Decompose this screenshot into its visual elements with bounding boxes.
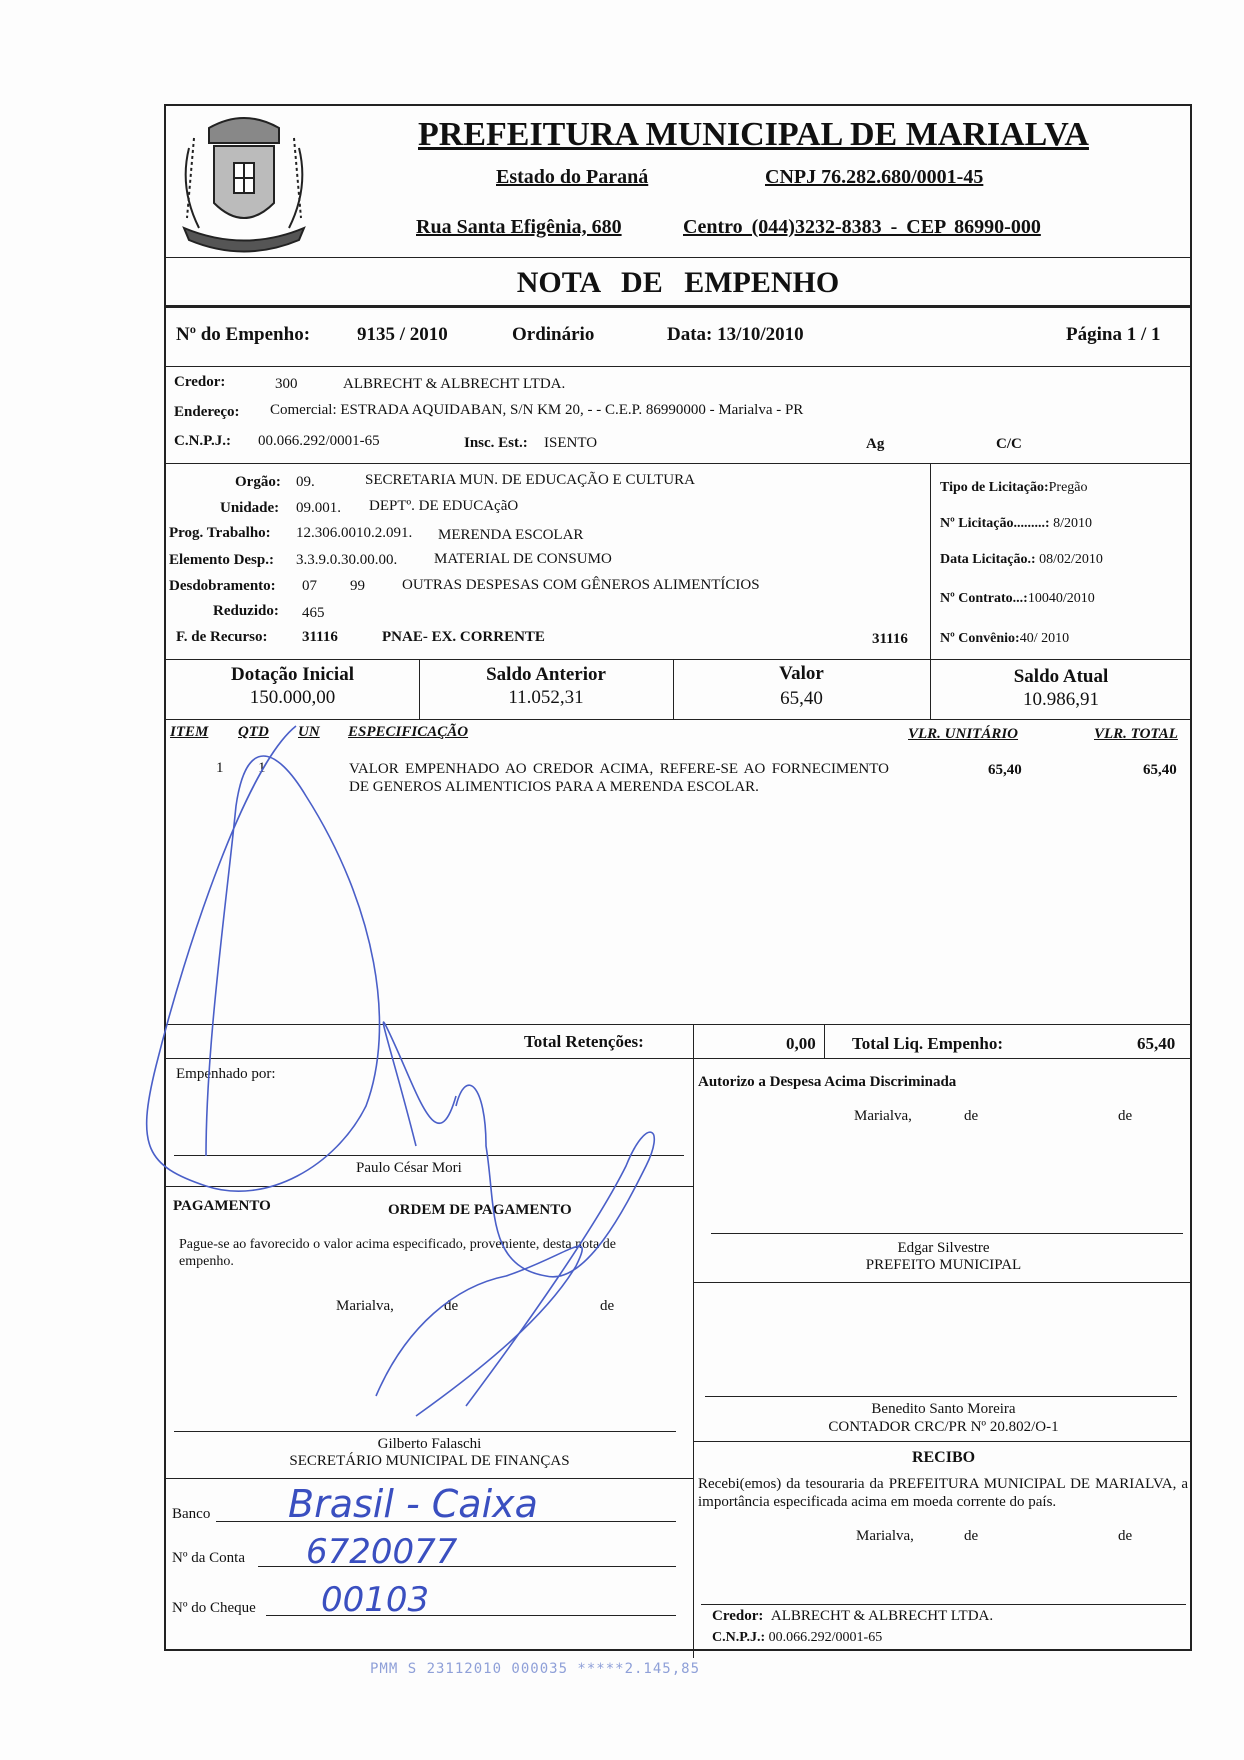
licitacao-num: Nº Licitação.........: 8/2010 (940, 516, 1092, 531)
document-frame (164, 104, 1192, 1651)
autorizo-place: Marialva, (854, 1108, 912, 1124)
pagamento-label: PAGAMENTO (173, 1198, 271, 1214)
page-number: Página 1 / 1 (1066, 324, 1161, 345)
conta-label: Nº da Conta (172, 1550, 245, 1566)
col-total: VLR. TOTAL (1094, 726, 1178, 742)
liq-value: 65,40 (1137, 1034, 1176, 1053)
cheque-value: 00103 (321, 1580, 430, 1620)
atual-label: Saldo Atual (1013, 666, 1109, 687)
secretario-signature: Gilberto Falaschi SECRETÁRIO MUNICIPAL DE FINANÇAS (289, 1436, 570, 1469)
autorizo-title: Autorizo a Despesa Acima Discriminada (698, 1074, 957, 1090)
row-total: 65,40 (1143, 762, 1177, 778)
dotacao-value: 150.000,00 (249, 687, 336, 708)
orgao-label: Orgão: (235, 474, 281, 490)
recibo-de2: de (1118, 1528, 1133, 1544)
autorizo-de2: de (1118, 1108, 1133, 1124)
empenho-type: Ordinário (512, 324, 595, 345)
dotacao-label: Dotação Inicial (231, 664, 354, 685)
row-unit: 65,40 (988, 762, 1022, 778)
empenho-number: 9135 / 2010 (357, 324, 448, 345)
page-title: PREFEITURA MUNICIPAL DE MARIALVA (418, 116, 1089, 153)
col-un: UN (298, 724, 320, 740)
desdob-a: 07 (302, 578, 317, 594)
address-header: Rua Santa Efigênia, 680 (416, 216, 622, 238)
retencoes-label: Total Retenções: (524, 1032, 644, 1051)
ordem-label: ORDEM DE PAGAMENTO (388, 1202, 572, 1218)
recibo-cnpj: C.N.P.J.: 00.066.292/0001-65 (712, 1630, 883, 1645)
col-item: ITEM (170, 724, 209, 740)
ag-label: Ag (866, 436, 885, 452)
reduzido-value: 465 (302, 605, 325, 621)
valor-label: Valor (779, 663, 824, 684)
desdob-label: Desdobramento: (169, 578, 276, 594)
pagamento-de1: de (444, 1298, 459, 1314)
retencoes-value: 0,00 (786, 1034, 816, 1053)
liq-label: Total Liq. Empenho: (852, 1034, 1003, 1053)
atual-value: 10.986,91 (1023, 689, 1099, 710)
pagamento-place: Marialva, (336, 1298, 394, 1314)
recurso-label: F. de Recurso: (176, 629, 268, 645)
recibo-text: Recebi(emos) da tesouraria da PREFEITURA MUNICIPAL DE MARIALVA, a importância especificada acima em moeda corrente do país. (698, 1476, 1188, 1510)
autorizo-de1: de (964, 1108, 979, 1124)
licitacao-contrato: Nº Contrato...:10040/2010 (940, 591, 1095, 606)
desdob-name: OUTRAS DESPESAS COM GÊNEROS ALIMENTÍCIOS (402, 577, 760, 593)
col-qtd: QTD (238, 724, 269, 740)
address-label: Endereço: (174, 404, 240, 420)
credor-address: Comercial: ESTRADA AQUIDABAN, S/N KM 20, - - C.E.P. 86990000 - Marialva - PR (270, 402, 804, 418)
prog-label: Prog. Trabalho: (169, 525, 271, 541)
reduzido-label: Reduzido: (213, 603, 279, 619)
credor-name: ALBRECHT & ALBRECHT LTDA. (343, 376, 566, 392)
row-spec: VALOR EMPENHADO AO CREDOR ACIMA, REFERE-SE AO FORNECIMENTO DE GENEROS ALIMENTICIOS PARA A MERENDA ESCOLAR. (349, 761, 889, 795)
desdob-b: 99 (350, 578, 365, 594)
contador-signature: Benedito Santo Moreira CONTADOR CRC/PR Nº 20.802/O-1 (828, 1401, 1059, 1435)
valor-value: 65,40 (780, 688, 823, 709)
doc-title: NOTA DE EMPENHO (516, 266, 840, 299)
cheque-label: Nº do Cheque (172, 1600, 256, 1616)
credor-cnpj: 00.066.292/0001-65 (258, 433, 380, 449)
state-label: Estado do Paraná (496, 166, 649, 188)
anterior-label: Saldo Anterior (486, 664, 606, 685)
recurso-code-2: 31116 (872, 631, 908, 647)
recibo-place: Marialva, (856, 1528, 914, 1544)
ie-label: Insc. Est.: (464, 435, 528, 451)
col-spec: ESPECIFICAÇÃO (348, 724, 469, 740)
elemento-label: Elemento Desp.: (169, 552, 274, 568)
unidade-name: DEPTº. DE EDUCAçãO (369, 498, 519, 514)
recurso-code: 31116 (302, 629, 338, 645)
row-item: 1 (216, 760, 224, 776)
row-qtd: 1 (258, 760, 266, 776)
elemento-name: MATERIAL DE CONSUMO (434, 551, 612, 567)
pagamento-de2: de (600, 1298, 615, 1314)
empenho-number-label: Nº do Empenho: (176, 324, 311, 345)
orgao-code: 09. (296, 474, 315, 490)
anterior-value: 11.052,31 (508, 687, 584, 708)
recibo-title: RECIBO (911, 1449, 976, 1466)
banco-value: Brasil - Caixa (288, 1482, 538, 1526)
unidade-code: 09.001. (296, 500, 341, 516)
empenho-date: Data: 13/10/2010 (667, 324, 804, 345)
stamp: PMM S 23112010 000035 *****2.145,85 (370, 1661, 701, 1677)
conta-value: 6720077 (306, 1532, 458, 1572)
banco-label: Banco (172, 1506, 211, 1522)
prog-code: 12.306.0010.2.091. (296, 525, 413, 541)
credor-label: Credor: (174, 374, 226, 390)
empenhado-name: Paulo César Mori (356, 1160, 462, 1176)
licitacao-convenio: Nº Convênio:40/ 2010 (940, 631, 1070, 646)
recibo-credor: Credor: ALBRECHT & ALBRECHT LTDA. (712, 1608, 994, 1624)
cnpj-header: CNPJ 76.282.680/0001-45 (765, 166, 984, 188)
unidade-label: Unidade: (220, 500, 280, 516)
recibo-de1: de (964, 1528, 979, 1544)
cc-label: C/C (996, 436, 1022, 452)
licitacao-data: Data Licitação.: 08/02/2010 (940, 552, 1103, 567)
orgao-name: SECRETARIA MUN. DE EDUCAÇÃO E CULTURA (365, 472, 695, 488)
licitacao-tipo: Tipo de Licitação:Pregão (940, 480, 1088, 495)
prog-name: MERENDA ESCOLAR (438, 527, 584, 543)
credor-ie: ISENTO (544, 435, 598, 451)
cnpj-label: C.N.P.J.: (174, 433, 231, 449)
empenhado-label: Empenhado por: (176, 1066, 276, 1082)
pagamento-text: Pague-se ao favorecido o valor acima especificado, proveniente, desta nota de empenho. (179, 1237, 616, 1269)
col-unit: VLR. UNITÁRIO (908, 726, 1019, 742)
recurso-name: PNAE- EX. CORRENTE (382, 629, 545, 645)
contact-header: Centro (044)3232-8383 - CEP 86990-000 (683, 216, 1041, 238)
elemento-code: 3.3.9.0.30.00.00. (296, 552, 398, 568)
coat-of-arms-icon (169, 108, 319, 258)
prefeito-signature: Edgar Silvestre PREFEITO MUNICIPAL (865, 1240, 1022, 1273)
signature-strokes (126, 646, 846, 1566)
credor-code: 300 (275, 376, 298, 392)
